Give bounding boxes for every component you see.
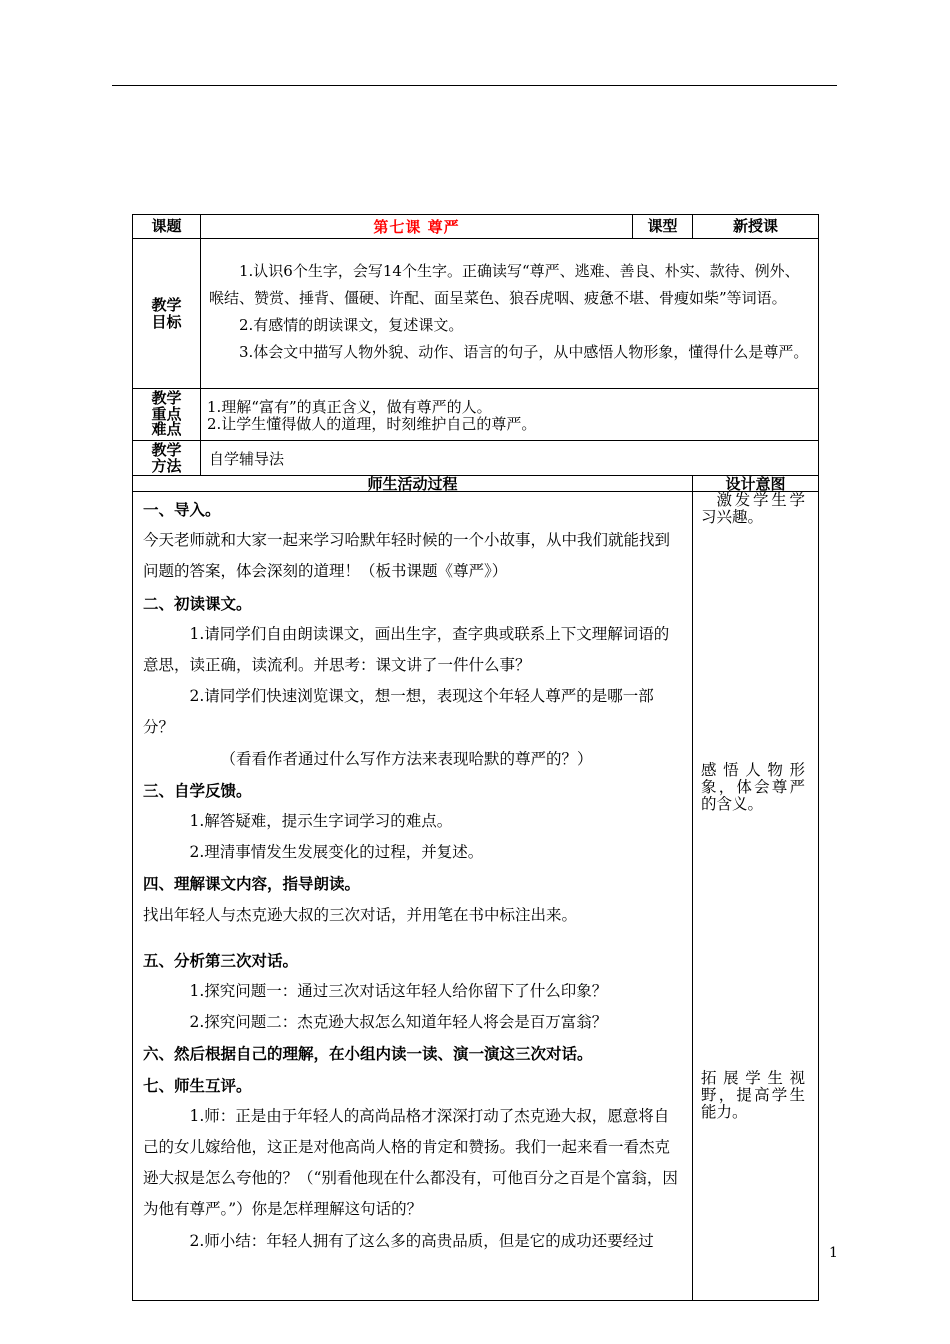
spacer — [143, 931, 684, 945]
section-heading: 一、导入。 — [143, 500, 221, 519]
intent-header: 设计意图 — [693, 476, 819, 492]
process-paragraph: 2.探究问题二：杰克逊大叔怎么知道年轻人将会是百万富翁？ — [189, 1013, 608, 1032]
process-paragraph: 今天老师就和大家一起来学习哈默年轻时候的一个小故事，从中我们就能找到问题的答案，体会深刻的道理！（板书课题《尊严》） — [143, 531, 671, 581]
topic-label: 课题 — [133, 215, 201, 239]
type-label: 课型 — [633, 215, 693, 239]
process-paragraph: 1.解答疑难，提示生字词学习的难点。 — [189, 812, 453, 831]
objectives-row — [133, 239, 819, 389]
page-number: 1 — [829, 1245, 838, 1261]
process-paragraph: 1.探究问题一：通过三次对话这年轻人给你留下了什么印象？ — [189, 982, 608, 1001]
method-value: 自学辅导法 — [201, 441, 819, 476]
lesson-title: 第七课 尊严 — [201, 215, 633, 239]
section-heading: 七、师生互评。 — [143, 1075, 252, 1095]
key-points-label: 教学重点难点 — [133, 389, 201, 441]
section-heading: 六、然后根据自己的理解，在小组内读一读、演一演这三次对话。 — [143, 1044, 593, 1064]
objective-item: 2.有感情的朗读课文，复述课文。 — [239, 315, 464, 334]
lesson-plan-table — [132, 214, 819, 1301]
intent-note: 拓展学生视野，提高学生能力。 — [701, 1069, 805, 1121]
process-header: 师生活动过程 — [133, 476, 693, 492]
intent-note: 感悟人物形象，体会尊严的含义。 — [701, 761, 805, 813]
process-paragraph: 2.理清事情发生发展变化的过程，并复述。 — [189, 843, 484, 862]
section-heading: 五、分析第三次对话。 — [143, 950, 299, 970]
section-heading: 二、初读课文。 — [143, 593, 252, 613]
objectives-content — [201, 239, 819, 389]
process-paragraph: 1.请同学们自由朗读课文，画出生字，查字典或联系上下文理解词语的意思，读正确，读流利。并思考：课文讲了一件什么事？ — [143, 624, 670, 675]
objective-item: 1.认识6个生字，会写14个生字。正确读写“尊严、逃难、善良、朴实、款待、例外、喉结、赞赏、捶背、僵硬、许配、面呈菜色、狼吞虎咽、疲惫不堪、骨瘦如柴”等词语。 — [209, 261, 800, 307]
intent-note: 激发学生学习兴趣。 — [701, 491, 805, 526]
type-value: 新授课 — [693, 215, 819, 239]
objective-item: 3.体会文中描写人物外貌、动作、语言的句子，从中感悟人物形象，懂得什么是尊严。 — [239, 342, 809, 361]
section-heading: 三、自学反馈。 — [143, 780, 252, 800]
objectives-label: 教学目标 — [133, 239, 201, 389]
process-paragraph: （看看作者通过什么写作方法来表现哈默的尊严的？） — [220, 749, 593, 768]
key-point-item: 1.理解“富有”的真正含义，做有尊严的人。 — [207, 397, 492, 416]
intent-content — [693, 492, 819, 1301]
method-row — [133, 441, 819, 476]
method-label: 教学方法 — [133, 441, 201, 476]
key-points-content — [201, 389, 819, 441]
process-paragraph: 找出年轻人与杰克逊大叔的三次对话，并用笔在书中标注出来。 — [143, 905, 578, 924]
process-paragraph: 2.师小结：年轻人拥有了这么多的高贵品质，但是它的成功还要经过 — [189, 1231, 654, 1250]
process-row — [133, 492, 819, 1301]
process-header-row — [133, 476, 819, 492]
process-content — [133, 492, 693, 1301]
title-row — [133, 215, 819, 239]
process-paragraph: 2.请同学们快速浏览课文，想一想，表现这个年轻人尊严的是哪一部分？ — [143, 687, 654, 737]
key-points-row — [133, 389, 819, 441]
key-point-item: 2.让学生懂得做人的道理，时刻维护自己的尊严。 — [207, 414, 537, 433]
header-rule — [112, 85, 837, 86]
process-paragraph: 1.师：正是由于年轻人的高尚品格才深深打动了杰克逊大叔，愿意将自己的女儿嫁给他，这正是对他高尚人格的肯定和赞扬。我们一起来看一看杰克逊大叔是怎么夸他的？（“别看他现在什么都没有，可他百分之百是个富翁，因为他有尊严。”）你是怎样理解这句话的？ — [143, 1106, 678, 1219]
section-heading: 四、理解课文内容，指导朗读。 — [143, 874, 361, 894]
